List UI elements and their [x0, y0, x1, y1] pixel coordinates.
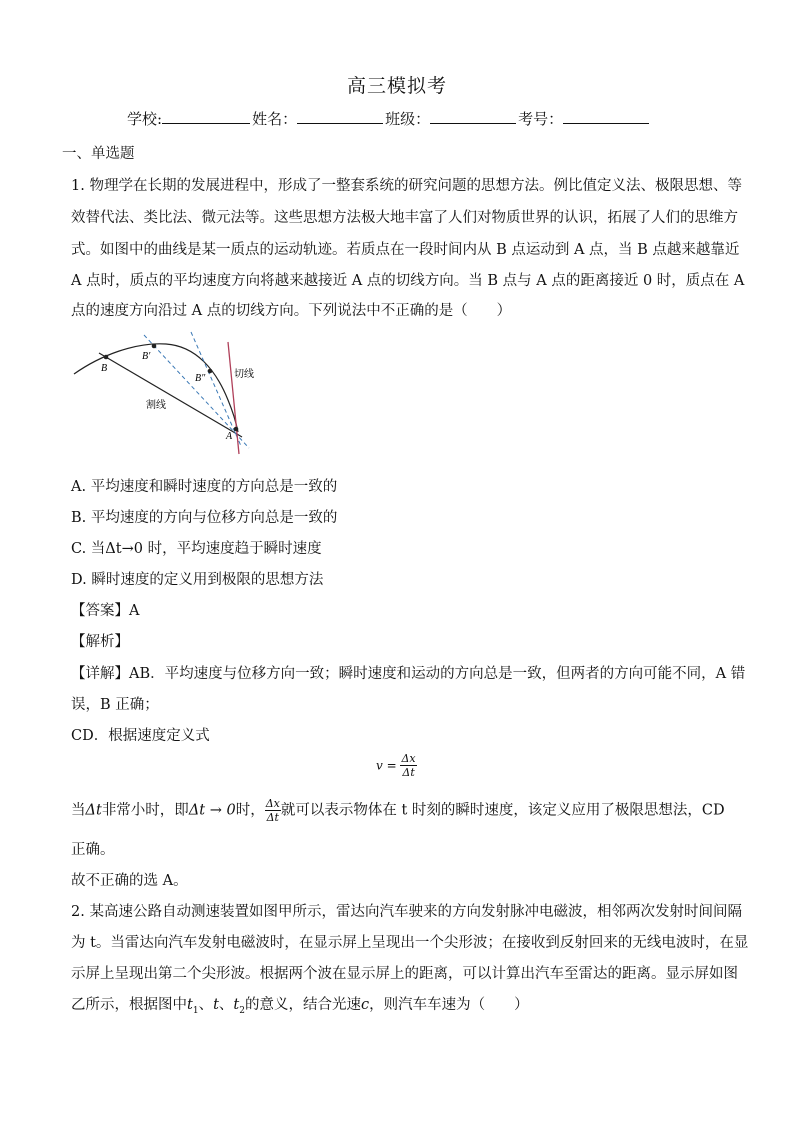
detail-line-1: 【详解】AB．平均速度与位移方向一致；瞬时速度和运动的方向总是一致，但两者的方向可能不同，A 错: [71, 666, 746, 682]
detail-line-2: 误，B 正确；: [71, 697, 159, 713]
detail-line-4: [71, 797, 725, 824]
formula-fraction: [400, 752, 416, 779]
label-b: B: [101, 363, 108, 374]
q2-line-3: 示屏上呈现出第二个尖形波。根据两个波在显示屏上的距离，可以计算出汽车至雷达的距离。显示屏如图: [71, 966, 738, 982]
q2-line-2: 为 t。当雷达向汽车发射电磁波时，在显示屏上呈现出一个尖形波；在接收到反射回来的无线电波时，在显: [71, 935, 749, 951]
text-segment: 就可以表示物体在 t 时刻的瞬时速度，该定义应用了极限思想法，CD: [280, 802, 725, 819]
formula-lhs: v =: [376, 758, 397, 773]
student-info-row: [127, 108, 651, 129]
math-t1: t: [187, 997, 193, 1013]
q1-line-3: 式。如图中的曲线是某一质点的运动轨迹。若质点在一段时间内从 B 点运动到 A 点，当 B 点越来越靠近: [71, 242, 740, 258]
detail-line-3: CD．根据速度定义式: [71, 728, 210, 744]
option-b: B. 平均速度的方向与位移方向总是一致的: [71, 510, 338, 526]
math-dt-limit: Δt → 0: [188, 802, 236, 819]
trajectory-curve: [74, 344, 238, 432]
point-b: [104, 355, 109, 360]
math-c: c: [360, 997, 370, 1013]
velocity-formula: [376, 752, 417, 779]
option-d: D. 瞬时速度的定义用到极限的思想方法: [71, 572, 324, 588]
math-t2: t: [233, 997, 240, 1013]
name-blank: [297, 109, 383, 124]
separator: 、: [198, 997, 214, 1013]
dashed-secant-b2: [191, 332, 241, 446]
inline-denominator: Δt: [266, 811, 279, 824]
text-segment: 非常小时，即: [101, 802, 189, 819]
trajectory-figure: [66, 330, 266, 458]
q2-line-4: [71, 993, 529, 1016]
school-label: 学校:: [127, 110, 163, 128]
text-segment: 当: [71, 802, 86, 819]
label-a: A: [226, 431, 233, 442]
name-label: 姓名：: [252, 110, 298, 128]
class-label: 班级：: [385, 110, 431, 128]
exam-number-blank: [563, 109, 649, 124]
section-heading: 一、单选题: [62, 146, 135, 162]
point-b1: [152, 344, 157, 349]
math-t: t: [213, 997, 219, 1013]
class-blank: [430, 109, 516, 124]
school-blank: [162, 109, 250, 124]
formula-numerator: Δx: [401, 752, 416, 765]
subscript-1: 1: [192, 1005, 199, 1016]
exam-number-label: 考号：: [518, 110, 564, 128]
option-c: C. 当Δt→0 时，平均速度趋于瞬时速度: [71, 541, 322, 557]
detail-line-5: 正确。: [71, 842, 115, 858]
analysis-label: 【解析】: [71, 634, 129, 650]
inline-fraction: [265, 797, 281, 824]
q1-line-5: 点的速度方向沿过 A 点的切线方向。下列说法中不正确的是（ ）: [71, 303, 512, 319]
formula-denominator: Δt: [402, 766, 415, 779]
q1-line-2: 效替代法、类比法、微元法等。这些思想方法极大地丰富了人们对物质世界的认识，拓展了人们的思维方: [71, 210, 738, 226]
q2-line-1: 2. 某高速公路自动测速装置如图甲所示，雷达向汽车驶来的方向发射脉冲电磁波，相邻两次发射时间间隔: [71, 904, 742, 920]
q1-line-4: A 点时，质点的平均速度方向将越来越接近 A 点的切线方向。当 B 点与 A 点的距离接近 0 时，质点在 A: [71, 273, 745, 289]
text-segment: 乙所示，根据图中: [71, 997, 187, 1013]
option-a: A. 平均速度和瞬时速度的方向总是一致的: [71, 479, 338, 495]
point-b2: [208, 369, 213, 374]
inline-numerator: Δx: [265, 797, 280, 810]
q1-line-1: 1. 物理学在长期的发展进程中，形成了一整套系统的研究问题的思想方法。例比值定义法、极限思想、等: [71, 178, 742, 194]
separator: 、: [218, 997, 234, 1013]
text-segment: ，则汽车车速为（ ）: [369, 997, 529, 1013]
secant-line: [99, 353, 242, 437]
text-segment: 的意义，结合光速: [244, 997, 361, 1013]
label-b2: B″: [195, 373, 206, 384]
answer-line: 【答案】A: [71, 603, 140, 619]
subscript-2: 2: [239, 1005, 245, 1016]
label-b1: B′: [142, 351, 151, 362]
page-title: 高三模拟考: [346, 75, 447, 97]
detail-line-6: 故不正确的选 A。: [71, 873, 188, 889]
math-dt: Δt: [85, 802, 102, 819]
text-segment: 时，: [235, 802, 265, 819]
label-secant: 割线: [146, 400, 166, 411]
point-a: [234, 427, 239, 432]
label-tangent: 切线: [234, 369, 254, 380]
